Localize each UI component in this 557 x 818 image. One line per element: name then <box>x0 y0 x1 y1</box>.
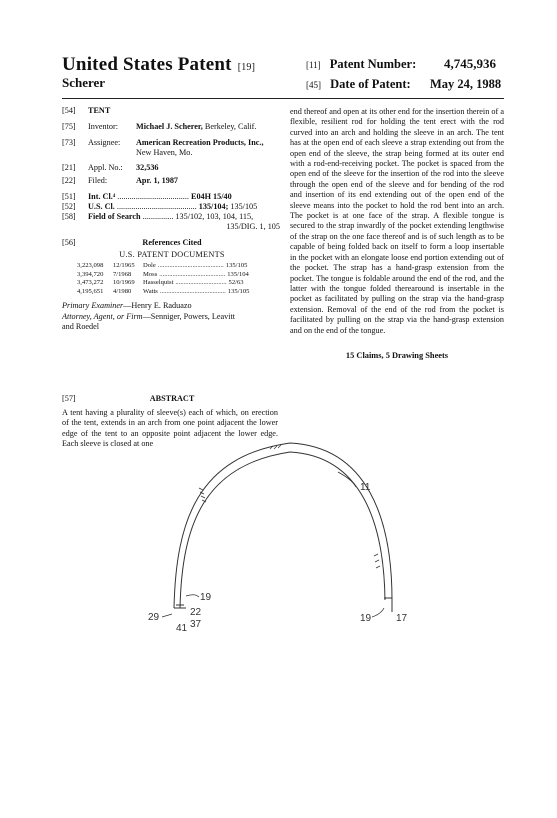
field-code: [51] <box>62 192 76 201</box>
arch-inner-line <box>180 452 385 608</box>
leader-dots: ............................... <box>175 279 227 286</box>
drawing-label-41: 41 <box>176 623 188 634</box>
right-foot <box>384 598 392 612</box>
arch-outer-line <box>174 443 392 608</box>
abstract-text-right: end thereof and open at its other end for the insertion therein of a flexible, resilient rod for holding the tent erect with the rod curved into an arch and holding the sleeve in an arch. The tent has at the open end of each sleeve a strap extending out from the open end of the sleeve, the strap being formed at its outer end with a rod-end-receiving pocket. The pocket is spaced from the open end of the sleeve for the insertion of the rod into the sleeve through the open end of the sleeve and for bending of the rod and insertion of its end extending out of the open end of the sleeve means into the pocket to hold the rod bent into an arch. The pocket is at one face of the strap. A flexible tongue is secured to the strap inwardly of the pocket extending lengthwise of the strap on the one face thereof and is of such length as to be capable of being folded back on itself to form a loop insertable in the pocket with an elongate loose end portion extending out of the pocket. The strap has a hand-grasp extension from the pocket. The tongue is foldable around the end of the rod, and the latter with the tongue folded therearound is insertable in the pocket as facilitated by pulling on the strap via the hand-grasp extension. Removal of the end of the rod from the pocket is facilitated by pulling on the strap via the hand-grasp extension and on the end of the tongue. <box>290 107 504 335</box>
reference-date: 12/1965 <box>113 262 135 269</box>
examiner-label: Primary Examiner <box>62 301 124 310</box>
leader-dots: ............... <box>142 212 174 221</box>
field-code: [22] <box>62 176 76 185</box>
leader-19-right <box>372 608 384 617</box>
drawing-label-37: 37 <box>190 619 202 630</box>
field-code: [75] <box>62 122 76 131</box>
appl-no: 32,536 <box>136 163 159 172</box>
reference-number: 3,394,720 <box>77 270 104 278</box>
us-cl-value: 135/105 <box>230 202 258 211</box>
reference-class: 135/105 <box>225 262 248 269</box>
leader-dots: ................................... <box>117 192 189 201</box>
drawing-label-22: 22 <box>190 607 202 618</box>
reference-class: 135/105 <box>227 287 250 295</box>
search-line-2: 135/DIG. 1, 105 <box>226 222 280 231</box>
abstract-text-left: A tent having a plurality of sleeve(s) each of which, on erection of the tent, extends in an arch from one point adjacent the lower edge of the tent to an opposite point adjacent the lower edge. Each sleeve is closed at one <box>62 408 278 449</box>
leader-29 <box>162 614 172 617</box>
field-code: [52] <box>62 202 76 211</box>
abstract-heading: ABSTRACT <box>149 394 195 403</box>
reference-inventor: Watts <box>143 287 158 295</box>
field-label: Assignee: <box>88 138 121 147</box>
patent-title-text: United States Patent <box>62 54 232 75</box>
leader-19-left <box>186 595 199 597</box>
field-code: [57] <box>62 394 76 403</box>
field-code: [56] <box>62 238 76 247</box>
inventor-place: Berkeley, Calif. <box>204 122 257 131</box>
date-label: Date of Patent: <box>330 77 411 91</box>
date-code: [45] <box>306 80 321 90</box>
filed-date: Apr. 1, 1987 <box>136 176 179 185</box>
int-cl-value: E04H 15/40 <box>190 192 232 201</box>
reference-class: 52/63 <box>228 279 244 286</box>
patent-number-label: Patent Number: <box>329 57 417 71</box>
assignee-place: New Haven, Mo. <box>136 148 193 158</box>
field-code: [58] <box>62 212 76 221</box>
leader-dots: ........................................ <box>157 262 224 269</box>
field-code: [73] <box>62 138 76 147</box>
leader-dots: ....................................... <box>116 202 197 211</box>
us-patent-documents-heading: U.S. PATENT DOCUMENTS <box>119 250 225 259</box>
attorney-line-2: and Roedel <box>62 322 100 332</box>
leader-dots: ........................................ <box>159 270 226 278</box>
attorney-label: Attorney, Agent, or Firm <box>62 312 143 321</box>
reference-class: 135/104 <box>227 270 249 278</box>
inventor-name: Michael J. Scherer, <box>136 122 203 131</box>
title-code: [19] <box>237 62 256 73</box>
inventor-surname: Scherer <box>62 75 106 90</box>
drawing-label-19-left: 19 <box>200 592 212 603</box>
date-of-patent: May 24, 1988 <box>430 77 502 91</box>
reference-date: 7/1968 <box>113 270 132 278</box>
drawing-label-19-right: 19 <box>360 613 372 624</box>
leader-dots: ........................................ <box>159 287 226 295</box>
drawing-label-11: 11 <box>360 482 371 493</box>
field-label: Inventor: <box>88 122 119 131</box>
tent-title: TENT <box>88 106 111 115</box>
reference-inventor: Dole <box>143 262 156 269</box>
field-label: U.S. Cl. <box>88 202 115 211</box>
field-label: Field of Search <box>88 212 141 221</box>
reference-number: 3,223,098 <box>77 262 104 269</box>
references-heading: References Cited <box>142 238 202 247</box>
reference-number: 3,473,272 <box>77 279 104 286</box>
reference-inventor: Hasselquist <box>143 279 174 286</box>
patent-number-code: [11] <box>306 60 321 70</box>
field-code: [21] <box>62 163 76 172</box>
leader-11 <box>338 472 356 487</box>
examiner-name: —Henry E. Raduazo <box>123 301 192 310</box>
drawing-label-17: 17 <box>396 613 408 624</box>
search-line-1: 135/102, 103, 104, 115, <box>175 212 254 221</box>
field-label: Int. Cl.⁴ <box>88 192 116 201</box>
patent-number: 4,745,936 <box>444 56 496 71</box>
reference-date: 10/1969 <box>113 279 135 286</box>
reference-inventor: Moss <box>143 270 158 278</box>
arch-hatching-right <box>374 554 380 568</box>
assignee-name: American Recreation Products, Inc., <box>136 138 264 147</box>
attorney-line-1: —Senniger, Powers, Leavitt <box>142 312 236 321</box>
reference-date: 4/1980 <box>113 287 132 295</box>
field-label: Appl. No.: <box>88 163 123 172</box>
field-code: [54] <box>62 106 76 115</box>
claims-summary: 15 Claims, 5 Drawing Sheets <box>345 351 449 360</box>
us-cl-primary: 135/104; <box>198 202 229 211</box>
drawing-label-29: 29 <box>148 612 160 623</box>
field-label: Filed: <box>88 176 108 185</box>
reference-number: 4,195,651 <box>77 287 104 295</box>
